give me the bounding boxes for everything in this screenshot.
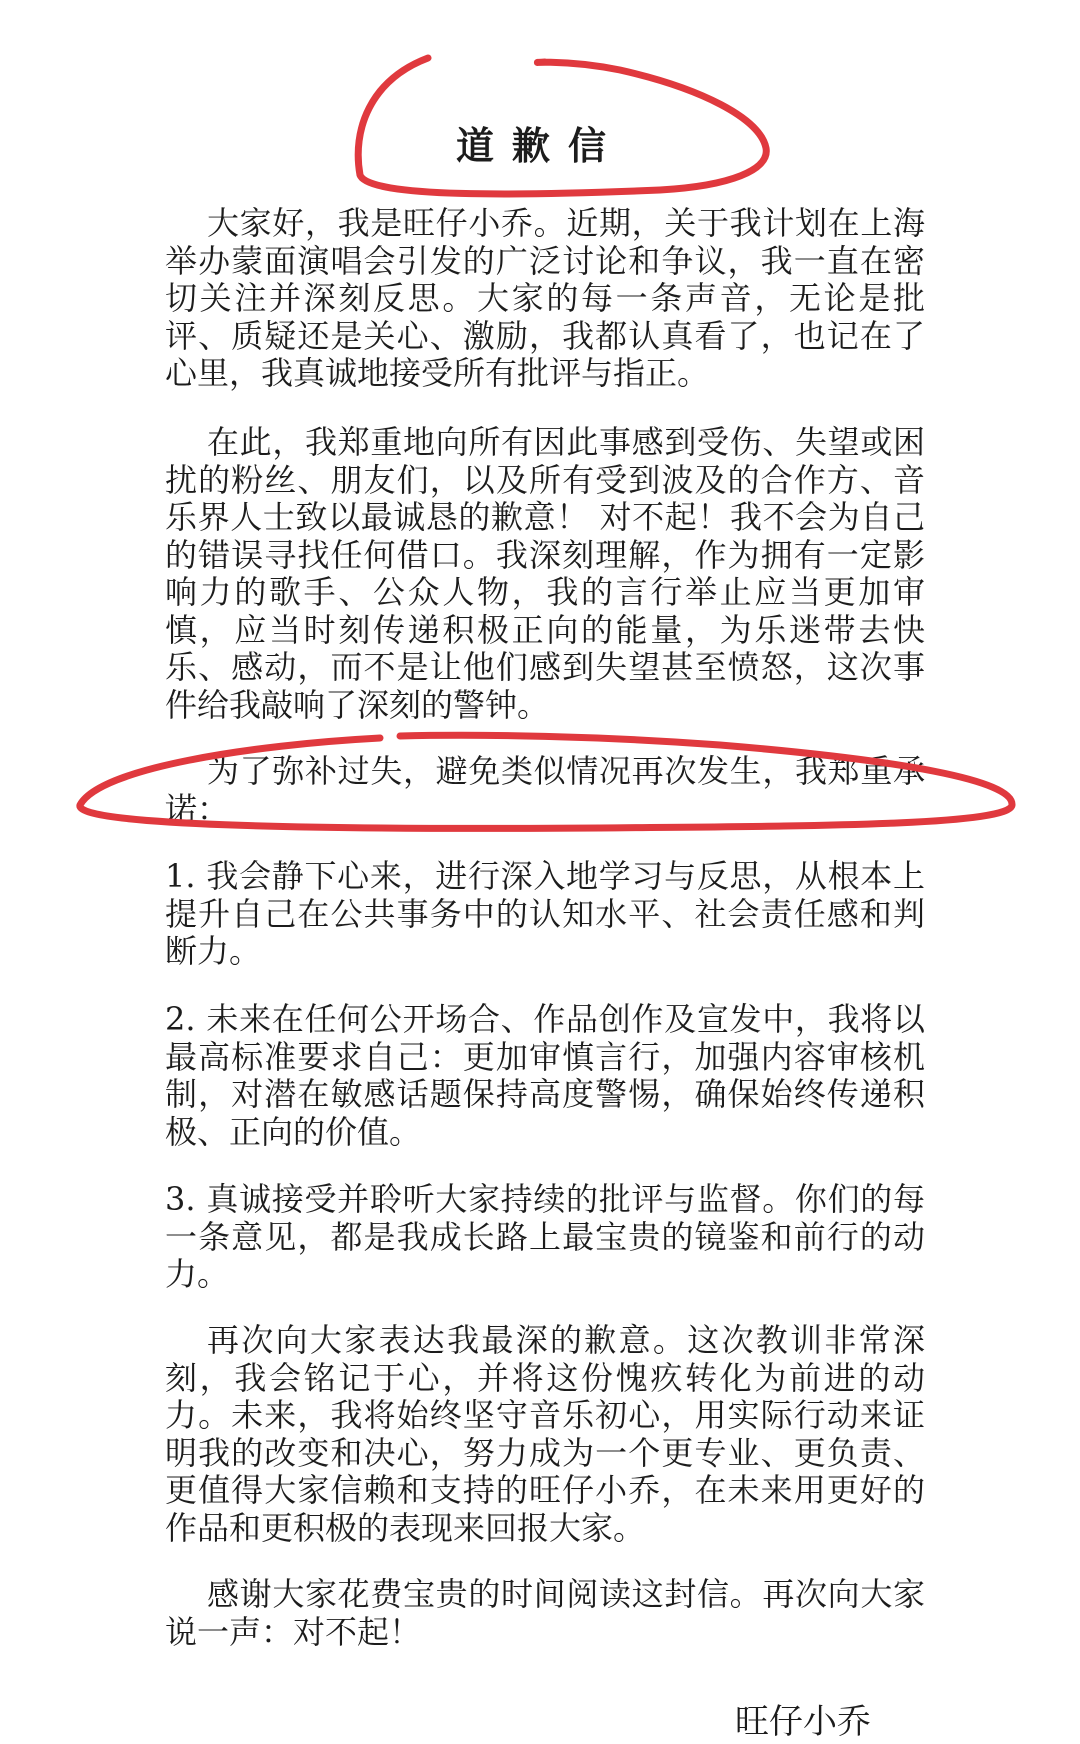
commitment-item [165, 858, 925, 971]
paragraph-thanks: 感谢大家花费宝贵的时间阅读这封信。再次向大家说一声：对不起！ [165, 1575, 925, 1651]
commitment-text: 真诚接受并聆听大家持续的批评与监督。你们的每一条意见，都是我成长路上最宝贵的镜鉴和前行的动力。 [165, 1180, 925, 1293]
letter-title: 道歉信 [455, 124, 624, 168]
commitment-item [165, 1001, 925, 1151]
commitment-number: 1. [165, 857, 196, 895]
signature: 旺仔小乔 [735, 1702, 871, 1742]
commitment-number: 2. [165, 1000, 196, 1038]
paragraph-closing: 再次向大家表达我最深的歉意。这次教训非常深刻，我会铭记于心，并将这份愧疚转化为前进的动力。未来，我将始终坚守音乐初心，用实际行动来证明我的改变和决心，努力成为一个更专业、更负责、更值得大家信赖和支持的旺仔小乔，在未来用更好的作品和更积极的表现来回报大家。 [165, 1321, 925, 1547]
paragraph-commitment-intro: 为了弥补过失，避免类似情况再次发生，我郑重承诺： [165, 752, 925, 828]
commitment-item [165, 1181, 925, 1294]
commitment-text: 未来在任何公开场合、作品创作及宣发中，我将以最高标准要求自己：更加审慎言行，加强内容审核机制，对潜在敏感话题保持高度警惕，确保始终传递积极、正向的价值。 [165, 1000, 925, 1151]
commitment-text: 我会静下心来，进行深入地学习与反思，从根本上提升自己在公共事务中的认知水平、社会责任感和判断力。 [165, 857, 925, 970]
paragraph-apology: 在此，我郑重地向所有因此事感到受伤、失望或困扰的粉丝、朋友们，以及所有受到波及的合作方、音乐界人士致以最诚恳的歉意！ 对不起！我不会为自己的错误寻找任何借口。我深刻理解，作为拥有一定影响力的歌手、公众人物，我的言行举止应当更加审慎，应当时刻传递积极正向的能量，为乐迷带去快乐、感动，而不是让他们感到失望甚至愤怒，这次事件给我敲响了深刻的警钟。 [165, 423, 925, 724]
commitment-number: 3. [165, 1180, 196, 1218]
paragraph-greeting: 大家好，我是旺仔小乔。近期，关于我计划在上海举办蒙面演唱会引发的广泛讨论和争议，我一直在密切关注并深刻反思。大家的每一条声音，无论是批评、质疑还是关心、激励，我都认真看了，也记在了心里，我真诚地接受所有批评与指正。 [165, 204, 925, 392]
